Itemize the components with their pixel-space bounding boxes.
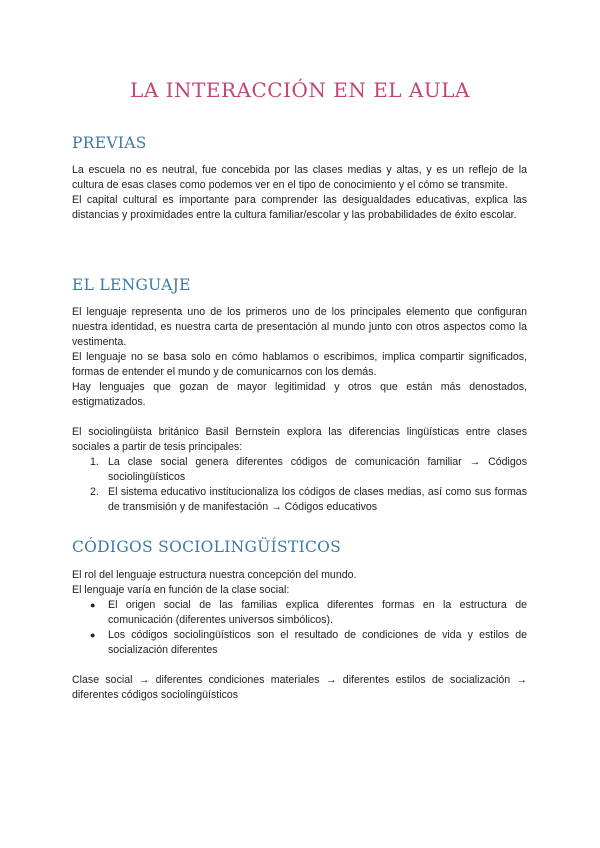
list-item-text: La clase social genera diferentes códigos de comunicación familiar → Códigos sociolingüísticos bbox=[108, 456, 527, 483]
section-codigos-body bbox=[72, 568, 527, 703]
bullet-list bbox=[72, 598, 527, 658]
section-previas-body bbox=[72, 163, 527, 223]
page-title: LA INTERACCIÓN EN EL AULA bbox=[130, 78, 470, 102]
paragraph: Hay lenguajes que gozan de mayor legitimidad y otros que están más denostados, estigmatizados. bbox=[72, 381, 527, 408]
paragraph: El rol del lenguaje estructura nuestra concepción del mundo. bbox=[72, 569, 357, 581]
heading-el-lenguaje: EL LENGUAJE bbox=[72, 276, 191, 294]
section-lenguaje-body bbox=[72, 305, 527, 515]
list-item bbox=[72, 455, 527, 485]
paragraph: La escuela no es neutral, fue concebida por las clases medias y altas, y es un reflejo de la cultura de esas clases como podemos ver en el tipo de conocimiento y el cómo se transmite. bbox=[72, 164, 527, 191]
bullet-icon: ● bbox=[90, 600, 96, 610]
bullet-icon: ● bbox=[90, 630, 96, 640]
paragraph: El lenguaje no se basa solo en cómo hablamos o escribimos, implica compartir significados, formas de entender el mundo y de comunicarnos con los demás. bbox=[72, 351, 527, 378]
paragraph: El lenguaje varía en función de la clase social: bbox=[72, 584, 290, 596]
heading-codigos-sociolinguisticos: CÓDIGOS SOCIOLINGÜÍSTICOS bbox=[72, 538, 342, 556]
list-item-text: Los códigos sociolingüísticos son el resultado de condiciones de vida y estilos de socialización diferentes bbox=[108, 629, 527, 656]
list-item-text: El origen social de las familias explica diferentes formas en la estructura de comunicación (diferentes universos simbólicos). bbox=[108, 599, 527, 626]
list-number: 1. bbox=[90, 456, 99, 468]
list-item-text: El sistema educativo institucionaliza los códigos de clases medias, así como sus formas de transmisión y de manifestación → Códigos educativos bbox=[108, 486, 527, 513]
list-item bbox=[72, 628, 527, 658]
paragraph: El lenguaje representa uno de los primeros uno de los principales elemento que configuran nuestra identidad, es nuestra carta de presentación al mundo junto con otros aspectos como la vestimenta. bbox=[72, 306, 527, 348]
list-item bbox=[72, 485, 527, 515]
paragraph: El sociolingüista británico Basil Bernstein explora las diferencias lingüísticas entre clases sociales a partir de tesis principales: bbox=[72, 426, 527, 453]
list-item bbox=[72, 598, 527, 628]
heading-previas: PREVIAS bbox=[72, 134, 147, 152]
paragraph: Clase social → diferentes condiciones materiales → diferentes estilos de socialización → diferentes códigos sociolingüísticos bbox=[72, 674, 527, 701]
numbered-list bbox=[72, 455, 527, 515]
paragraph: El capital cultural es importante para comprender las desigualdades educativas, explica las distancias y proximidades entre la cultura familiar/escolar y las probabilidades de éxito escolar. bbox=[72, 194, 527, 221]
list-number: 2. bbox=[90, 486, 99, 498]
